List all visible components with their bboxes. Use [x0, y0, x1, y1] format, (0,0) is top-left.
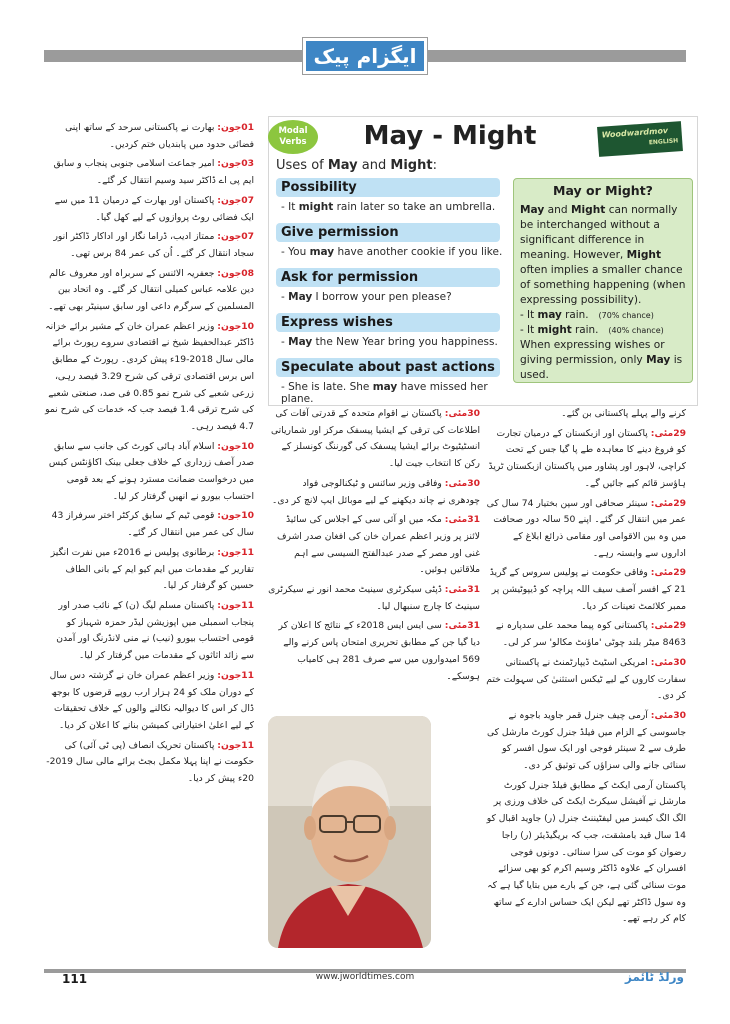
news-item [44, 545, 254, 595]
news-text: پاکستان نے اقوام متحدہ کے قدرتی آفات کی اطلاعات کی ترقی کے ایشیا پیسفک مرکز اور شماریاتی انسٹیٹیوٹ برائے ایشیا پیسفک کی گورننگ کونسلز کے رکن کا انتخاب جیت لیا۔ [270, 408, 480, 470]
box-paragraph-2 [520, 338, 686, 383]
news-text: امریکی اسٹیٹ ڈیپارٹمنٹ نے پاکستانی سفارت کاروں کے لیے ٹیکس استثنیٰ کی سہولت ختم کر دی۔ [486, 656, 686, 702]
news-date: 01جون: [217, 122, 254, 133]
news-text: برطانوی پولیس نے 2016ء میں نفرت انگیز تقاریر کے مقدمات میں ایم کیو ایم کے بانی الطاف حسین کو گرفتار کر لیا۔ [50, 546, 254, 592]
news-date: 30مئی: [444, 477, 480, 489]
news-date: 11جون: [217, 599, 254, 611]
news-text: پاکستان اور ازبکستان کے درمیان تجارت کو فروغ دینے کا معاہدہ طے پا گیا جس کے تحت کراچی، لاہور اور پشاور میں پاکستان ازبکستان ٹریڈ ہاؤسز قائم کیے جائیں گے۔ [488, 427, 686, 489]
box-text: - It [520, 324, 538, 336]
section-express-wishes: Express wishes [276, 313, 500, 332]
box-chance-note: (40% chance) [608, 326, 664, 335]
section-ask-permission: Ask for permission [276, 268, 500, 287]
ex-text: - She is late. She [281, 381, 373, 393]
ex-verb: May [288, 336, 313, 348]
example-speculate [281, 381, 511, 405]
section-title: ایگزام پیک [303, 38, 427, 74]
ex-verb: may [372, 381, 398, 393]
news-item [44, 229, 254, 262]
box-title: May or Might? [553, 183, 653, 198]
news-text: پاکستان تحریک انصاف (پی ٹی آئی) کی حکومت نے اپنا پہلا مکمل بجٹ برائے مالی سال 2019-20ء پیش کر دیا۔ [46, 739, 254, 785]
news-date: 31مئی: [444, 514, 480, 526]
ex-text: the New Year bring you happiness. [312, 336, 498, 348]
news-text: بھارت نے پاکستانی سرحد کے ساتھ اپنی فضائی حدود میں پابندیاں ختم کردیں۔ [65, 122, 254, 150]
news-date: 11جون: [217, 546, 254, 558]
box-bold: May [646, 354, 671, 366]
box-example-2 [520, 323, 686, 338]
ex-verb: may [309, 246, 335, 258]
ex-verb: May [288, 291, 313, 303]
news-text: مکہ میں او آئی سی کے اجلاس کی سائیڈ لائنز پر وزیر اعظم عمران خان کی افغان صدر اشرف غنی اور مصر کے صدر عبدالفتح السیسی سے اہم ملاقاتیں ہوئیں۔ [277, 514, 480, 576]
box-text: can normally be interchanged without a significant difference in meaning. However, [520, 204, 678, 261]
news-date: 07جون: [217, 231, 254, 243]
news-item [486, 655, 686, 705]
news-text: آرمی چیف جنرل قمر جاوید باجوہ نے جاسوسی کے الزام میں فیلڈ جنرل کورٹ مارشل کی طرف سے 2 سینئر فوجی اور ایک سول افسر کو سنائی جانے والی سزاؤں کی توثیق کر دی۔ [486, 709, 686, 772]
news-item [44, 508, 254, 541]
news-text: امیر جماعت اسلامی جنوبی پنجاب و سابق ایم پی اے ڈاکٹر سید وسیم انتقال کر گئے۔ [53, 158, 254, 187]
uses-text: Uses of [276, 158, 328, 173]
news-date: 30مئی: [444, 408, 480, 419]
ex-verb: might [298, 201, 334, 213]
news-text: وفاقی وزیر سائنس و ٹیکنالوجی فواد چودھری نے چاند دیکھنے کے لیے موبائل ایپ لانچ کر دی۔ [272, 477, 480, 506]
ex-text: I borrow your pen please? [312, 291, 452, 303]
news-date: 31مئی: [444, 584, 480, 596]
example-ask-permission [281, 291, 511, 309]
news-text: جعفریہ الائنس کے سربراہ اور معروف عالم دین علامہ عباس کمیلی انتقال کر گئے۔ وہ اتحاد بین المسلمین کے سرگرم داعی اور سابق سینیٹر بھی تھے۔ [48, 267, 254, 313]
news-item [44, 439, 254, 506]
woodward-logo [597, 121, 683, 157]
news-column-right [486, 406, 686, 961]
ex-text: - You [281, 246, 310, 258]
box-bold: might [537, 324, 572, 336]
news-item [268, 406, 480, 473]
news-text: سی ایس ایس 2018ء کے نتائج کا اعلان کر دیا گیا جن کے مطابق تحریری امتحان پاس کرنے والے 569 امیدواروں میں سے صرف 281 ہی کامیاب ہوسکے۔ [278, 620, 480, 682]
example-give-permission [281, 246, 511, 264]
box-paragraph-1 [520, 203, 686, 308]
modal-verbs-badge [268, 120, 318, 154]
news-date: 08جون: [217, 267, 254, 279]
section-possibility: Possibility [276, 178, 500, 197]
box-example-1 [520, 308, 686, 323]
news-text: پاکستان آرمی ایکٹ کے مطابق فیلڈ جنرل کورٹ مارشل نے آفیشل سیکرٹ ایکٹ کی خلاف ورزی پر الگ الگ کیسز میں لیفٹیننٹ جنرل (ر) جاوید اقبال کو 14 سال قید بامشقت، جب کہ بریگیڈیئر (ر) راجا رضوان کو موت کی سزا سنائی۔ دونوں فوجی افسران کے علاوہ ڈاکٹر وسیم اکرم کو بھی سزائے موت سنائی گئی ہے، جن کے بارے میں بتایا گیا ہے کہ وہ سول ڈاکٹر تھے لیکن ایک حساس ادارے کے ساتھ کام کر رہے تھے۔ [486, 779, 686, 925]
news-item [44, 738, 254, 788]
news-date: 11جون: [217, 669, 254, 681]
news-item [486, 496, 686, 563]
news-text: وزیر اعظم عمران خان کے مشیر برائے خزانہ ڈاکٹر عبدالحفیظ شیخ نے اقتصادی سروے رپورٹ برائے مالی سال 2018-19ء پیش کردی۔ رپورٹ کے مطابق اس برس اقتصادی ترقی کی شرح 3.29 فیصد رہی، زرعی شعبے کی شرح نمو 0.85 فی صد، صنعتی شعبے کی شرح ترقی 1.4 فیصد جب کہ خدمات کی شرح نمو 4.7 فیصد رہی۔ [45, 320, 254, 432]
logo-subtext: ENGLISH [648, 137, 679, 147]
news-item [268, 618, 480, 685]
ex-text: - [281, 291, 289, 303]
news-date: 10جون: [217, 510, 254, 522]
news-item [268, 512, 480, 579]
news-date: 10جون: [217, 440, 254, 452]
news-text: اسلام آباد ہائی کورٹ کی جانب سے سابق صدر آصف زرداری کے خلاف جعلی بینک اکاؤنٹس کیس میں درخواست ضمانت مسترد ہونے کے بعد قومی احتساب بیورو نے انھیں گرفتار کر لیا۔ [48, 440, 254, 502]
badge-line-1: Modal [278, 126, 308, 136]
news-item [44, 266, 254, 316]
news-item [44, 156, 254, 189]
ex-text: - [281, 336, 289, 348]
news-text: وزیر اعظم عمران خان نے گزشتہ دس سال کے دوران ملک کو 24 ہزار ارب روپے قرضوں کا بوجھ ڈال کر اس کا دیوالیہ نکالنے والوں کے خلاف تحقیقات کے لیے اعلیٰ اختیاراتی کمیشن بنانے کا اعلان کر دیا۔ [49, 669, 254, 731]
infographic-title: May - Might [363, 121, 537, 151]
news-item [486, 426, 686, 493]
news-date: 29مئی: [650, 497, 686, 509]
box-bold: Might [570, 204, 606, 216]
news-column-left [44, 120, 254, 960]
news-date: 10جون: [217, 320, 254, 332]
ex-text: have another cookie if you like. [334, 246, 503, 258]
news-item [44, 598, 254, 665]
ex-text: have missed her plane. [281, 381, 488, 405]
news-text: سینئر صحافی اور سپن بختیار 74 سال کی عمر میں انتقال کر گئے۔ اپنے 50 سالہ دور صحافت میں وہ بین الاقوامی اور مقامی ذرائع ابلاغ کے اداروں سے وابستہ رہے۔ [486, 497, 686, 559]
news-item [486, 778, 686, 928]
news-item [486, 618, 686, 651]
news-date: 29مئی: [650, 567, 686, 579]
news-item [44, 319, 254, 436]
logo-text: Woodwardmov [601, 126, 669, 140]
uses-might: Might [390, 158, 433, 173]
box-text: is used. [520, 354, 683, 381]
news-text: کرنے والے پہلے پاکستانی بن گئے۔ [561, 408, 686, 419]
portrait-photo [268, 716, 431, 948]
uses-heading [276, 158, 516, 176]
uses-and: and [357, 158, 391, 173]
ex-text: - It [281, 201, 299, 213]
footer-url[interactable]: www.jworldtimes.com [315, 972, 415, 982]
news-text: ممتاز ادیب، ڈراما نگار اور اداکار ڈاکٹر انور سجاد انتقال کر گئے۔ اُن کی عمر 84 برس تھی۔ [53, 231, 254, 259]
news-text: قومی ٹیم کے سابق کرکٹر اختر سرفراز 43 سال کی عمر میں انتقال کر گئے۔ [51, 510, 254, 539]
news-item [486, 565, 686, 615]
news-item [486, 406, 686, 423]
news-item [44, 120, 254, 153]
news-column-middle [268, 406, 480, 711]
uses-may: May [327, 158, 358, 173]
news-date: 07جون: [217, 194, 254, 206]
uses-colon: : [432, 158, 437, 173]
news-item [486, 708, 686, 775]
box-chance-note: (70% chance) [598, 311, 654, 320]
news-item [44, 668, 254, 735]
box-text: rain. [561, 309, 589, 321]
news-date: 30مئی: [650, 656, 686, 668]
box-bold: Might [626, 249, 662, 261]
news-text: ڈپٹی سیکرٹری سینیٹ محمد انور نے سیکرٹری سینیٹ کا چارج سنبھال لیا۔ [268, 584, 480, 612]
news-date: 30مئی: [650, 709, 686, 721]
news-text: پاکستان اور بھارت کے درمیان 11 میں سے ایک فضائی روٹ پروازوں کے لیے کھل گیا۔ [54, 194, 254, 223]
section-give-permission: Give permission [276, 223, 500, 242]
badge-line-2: Verbs [279, 137, 307, 147]
box-text: rain. [571, 324, 599, 336]
news-date: 03جون: [217, 158, 254, 170]
news-date: 31مئی: [444, 620, 480, 632]
box-text: often implies a smaller chance of something happening (when expressing possibility). [520, 264, 686, 306]
news-item [268, 476, 480, 509]
news-date: 29مئی: [650, 427, 686, 439]
example-express-wishes [281, 336, 511, 354]
portrait-illustration [268, 716, 431, 948]
news-item [268, 582, 480, 615]
news-date: 29مئی: [650, 620, 686, 632]
news-item [44, 193, 254, 226]
news-date: 11جون: [217, 739, 254, 751]
box-text: - It [520, 309, 538, 321]
section-speculate: Speculate about past actions [276, 358, 500, 377]
news-text: پاکستانی کوہ پیما محمد علی سدپارہ نے 8463 میٹر بلند چوٹی 'ماؤنٹ مکالو' سر کر لی۔ [495, 620, 686, 649]
footer-brand: ورلڈ ٹائمز [624, 970, 684, 984]
box-bold: May [520, 204, 545, 216]
may-or-might-box [513, 178, 693, 383]
box-text: When expressing wishes or giving permission, only [520, 339, 665, 366]
page-number: 111 [62, 972, 88, 986]
box-text: and [544, 204, 571, 216]
news-text: پاکستان مسلم لیگ (ن) کے نائب صدر اور پنجاب اسمبلی میں اپوزیشن لیڈر حمزہ شہباز کو قومی احتساب بیورو (نیب) نے منی لانڈرنگ اور آمدن سے زائد اثاثوں کے مقدمات میں گرفتار کر لیا۔ [56, 599, 254, 662]
ex-text: rain later so take an umbrella. [333, 201, 496, 213]
news-text: وفاقی حکومت نے پولیس سروس کے گریڈ 21 کے افسر آصف سیف اللہ پراچہ کو ڈیپوٹیشن پر ممبر کلائمٹ تعینات کر دیا۔ [489, 567, 686, 612]
example-possibility [281, 201, 511, 219]
box-bold: may [537, 309, 562, 321]
